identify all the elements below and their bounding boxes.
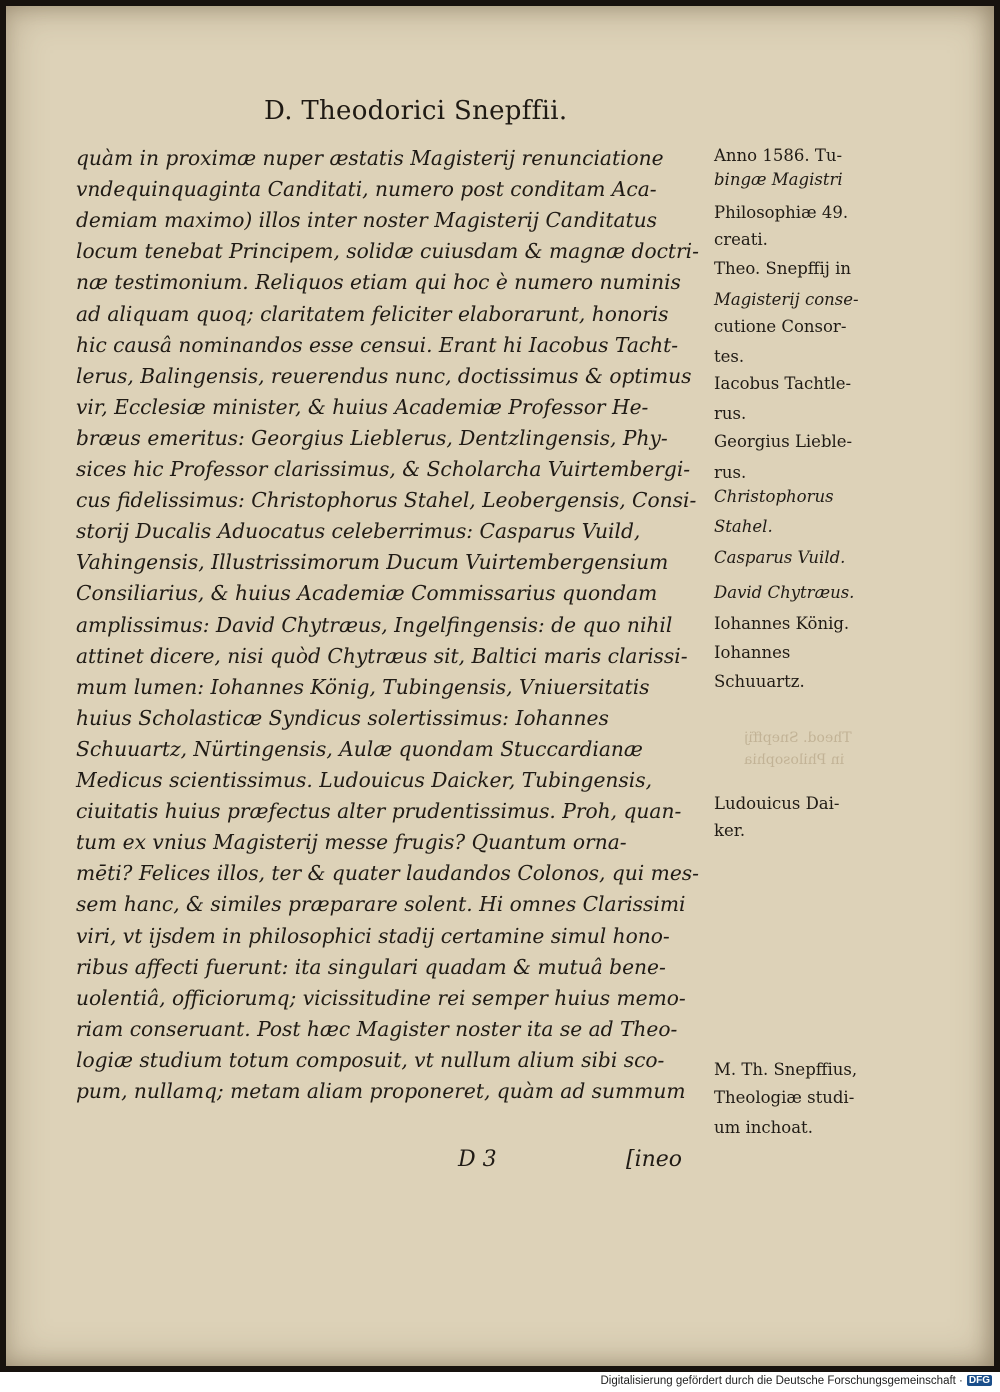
text-line: pum, nullamq; metam aliam proponeret, quàm ad summum <box>76 1079 686 1103</box>
margin-note: M. Th. Snepffius, <box>714 1060 858 1079</box>
text-line: hic causâ nominandos esse censui. Erant hi Iacobus Tacht- <box>76 332 679 357</box>
running-header: D. Theodorici Snepffii. <box>264 96 568 126</box>
bleed-through-text: in Philosophia <box>744 752 845 768</box>
text-line: riam conseruant. Post hæc Magister noster ita se ad Theo- <box>76 1016 678 1041</box>
text-line: mēti? Felices illos, ter & quater laudandos Colonos, qui mes- <box>76 861 699 886</box>
text-line: locum tenebat Principem, solidæ cuiusdam & magnæ doctri- <box>76 239 699 264</box>
margin-note: Iacobus Tachtle- <box>714 374 852 393</box>
margin-note: bingæ Magistri <box>714 170 843 189</box>
dfg-logo-icon: DFG <box>968 1375 990 1386</box>
margin-note: Stahel. <box>714 517 773 536</box>
margin-note: Magisterij conse- <box>714 290 859 309</box>
margin-note: Anno 1586. Tu- <box>714 146 843 165</box>
margin-note: creati. <box>714 230 768 249</box>
text-line: næ testimonium. Reliquos etiam qui hoc è numero numinis <box>76 270 681 295</box>
footer-credit-text: Digitalisierung gefördert durch die Deutsche Forschungsgemeinschaft · <box>600 1375 963 1387</box>
margin-note: Ludouicus Dai- <box>714 794 840 813</box>
text-line: sem hanc, & similes præparare solent. Hi omnes Clarissimi <box>76 892 686 917</box>
margin-note: rus. <box>714 404 747 423</box>
text-line: logiæ studium totum composuit, vt nullum alium sibi sco- <box>76 1047 665 1072</box>
margin-note: ker. <box>714 821 746 840</box>
text-line: ribus affecti fuerunt: ita singulari quadam & mutuâ bene- <box>76 954 666 979</box>
margin-note: um inchoat. <box>714 1118 813 1137</box>
text-line: vndequinquaginta Canditati, numero post conditam Aca- <box>76 177 657 202</box>
text-line: mum lumen: Iohannes König, Tubingensis, Vniuersitatis <box>76 674 650 699</box>
margin-note: Iohannes König. <box>714 614 850 633</box>
margin-note: Iohannes <box>714 643 791 662</box>
margin-note: rus. <box>714 463 747 482</box>
margin-note: Georgius Lieble- <box>714 432 853 451</box>
footer-bar <box>0 1372 1000 1392</box>
text-line: viri, vt ijsdem in philosophici stadij certamine simul hono- <box>76 923 670 948</box>
text-line: Consiliarius, & huius Academiæ Commissarius quondam <box>76 581 658 606</box>
text-line: tum ex vnius Magisterij messe frugis? Quantum orna- <box>76 830 627 855</box>
margin-note: tes. <box>714 347 745 366</box>
text-line: storij Ducalis Aduocatus celeberrimus: Casparus Vuild, <box>76 519 641 544</box>
text-line: cus fidelissimus: Christophorus Stahel, Leobergensis, Consi- <box>76 488 697 513</box>
book-page <box>6 6 994 1366</box>
text-line: demiam maximo) illos inter noster Magisterij Canditatus <box>76 208 657 233</box>
text-line: Vahingensis, Illustrissimorum Ducum Vuirtembergensium <box>76 550 669 575</box>
margin-note: David Chytræus. <box>714 583 855 602</box>
margin-note: Schuuartz. <box>714 672 805 691</box>
signature-mark: D 3 <box>458 1147 497 1172</box>
margin-note: Theologiæ studi- <box>714 1088 855 1107</box>
footer-credit <box>600 1375 992 1387</box>
bleed-through-text: Theod. Snepffij <box>744 730 852 746</box>
margin-note: Christophorus <box>714 487 834 506</box>
text-line: bræus emeritus: Georgius Lieblerus, Dentzlingensis, Phy- <box>76 425 668 450</box>
text-line: Schuuartz, Nürtingensis, Aulæ quondam Stuccardianæ <box>76 736 643 761</box>
text-line: vir, Ecclesiæ minister, & huius Academiæ Professor He- <box>76 394 649 419</box>
text-line: uolentiâ, officiorumq; vicissitudine rei semper huius memo- <box>76 985 686 1010</box>
margin-note: Casparus Vuild. <box>714 548 846 567</box>
text-line: quàm in proximæ nuper æstatis Magisterij renunciatione <box>76 146 664 170</box>
margin-note: Philosophiæ 49. <box>714 203 849 222</box>
text-line: sices hic Professor clarissimus, & Scholarcha Vuirtembergi- <box>76 457 691 481</box>
catchword: [ineo <box>626 1147 683 1172</box>
text-line: ad aliquam quoq; claritatem feliciter elaborarunt, honoris <box>76 301 669 326</box>
text-line: ciuitatis huius præfectus alter prudentissimus. Proh, quan- <box>76 799 682 824</box>
margin-note: cutione Consor- <box>714 317 847 336</box>
text-line: attinet dicere, nisi quòd Chytræus sit, Baltici maris clarissi- <box>76 643 688 668</box>
text-line: lerus, Balingensis, reuerendus nunc, doctissimus & optimus <box>76 363 692 388</box>
margin-note: Theo. Snepffij in <box>714 259 852 278</box>
text-line: huius Scholasticæ Syndicus solertissimus: Iohannes <box>76 705 609 730</box>
text-line: amplissimus: David Chytræus, Ingelfingensis: de quo nihil <box>76 612 673 637</box>
text-line: Medicus scientissimus. Ludouicus Daicker, Tubingensis, <box>76 768 653 792</box>
